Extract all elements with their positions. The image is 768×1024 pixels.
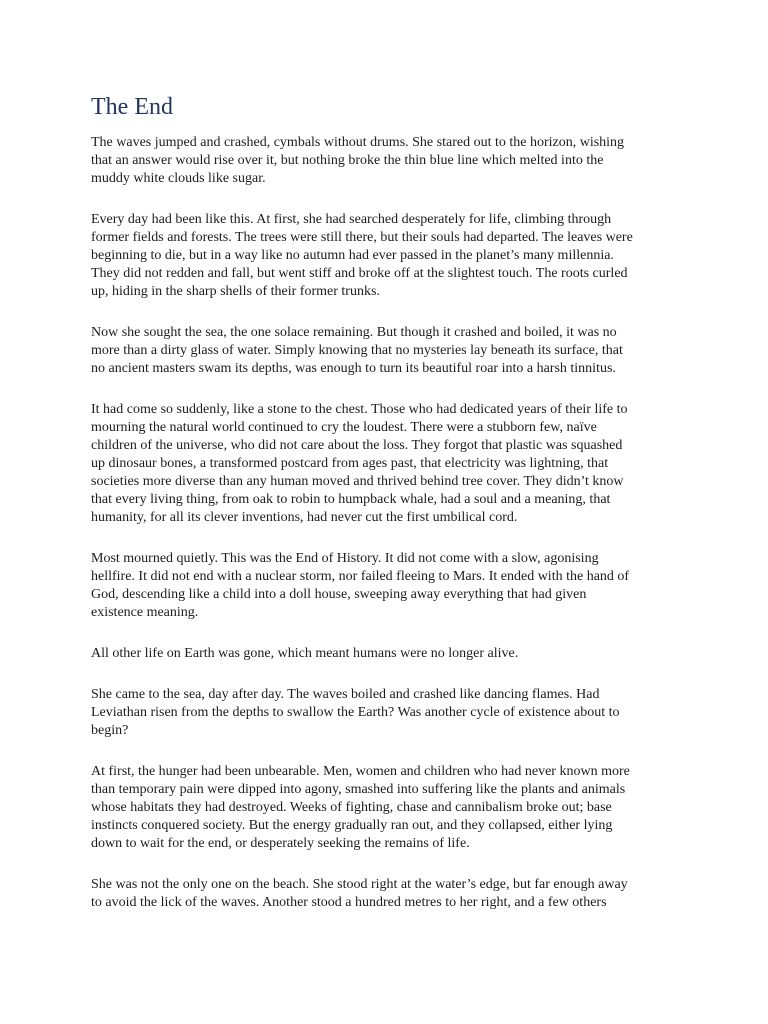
text-line: They did not redden and fall, but went stiff and broke off at the slightest touch. The roots curled <box>91 266 628 281</box>
text-line: hellfire. It did not end with a nuclear storm, nor failed fleeing to Mars. It ended with the hand of <box>91 569 630 584</box>
paragraph <box>91 324 691 378</box>
text-line: up, hiding in the sharp shells of their former trunks. <box>91 284 380 299</box>
text-line: that every living thing, from oak to robin to humpback whale, had a soul and a meaning, that <box>91 492 611 507</box>
text-line: Now she sought the sea, the one solace remaining. But though it crashed and boiled, it was no <box>91 325 617 340</box>
text-line: At first, the hunger had been unbearable. Men, women and children who had never known more <box>91 764 630 779</box>
text-line: The waves jumped and crashed, cymbals without drums. She stared out to the horizon, wishing <box>91 135 625 150</box>
text-line: up dinosaur bones, a transformed postcard from ages past, that electricity was lightning, that <box>91 456 609 471</box>
paragraph <box>91 763 691 853</box>
text-line: It had come so suddenly, like a stone to the chest. Those who had dedicated years of their life to <box>91 402 628 417</box>
document-body <box>91 134 691 912</box>
text-line: She came to the sea, day after day. The waves boiled and crashed like dancing flames. Had <box>91 687 600 702</box>
text-line: Every day had been like this. At first, she had searched desperately for life, climbing through <box>91 212 612 227</box>
text-line: muddy white clouds like sugar. <box>91 171 266 186</box>
paragraph <box>91 401 691 527</box>
text-line: former fields and forests. The trees were still there, but their souls had departed. The leaves were <box>91 230 633 245</box>
paragraph <box>91 645 691 663</box>
text-line: societies more diverse than any human moved and thrived behind tree cover. They didn’t know <box>91 474 624 489</box>
text-line: down to wait for the end, or desperately seeking the remains of life. <box>91 836 470 851</box>
paragraph <box>91 550 691 622</box>
text-line: All other life on Earth was gone, which meant humans were no longer alive. <box>91 646 519 661</box>
text-line: that an answer would rise over it, but nothing broke the thin blue line which melted into the <box>91 153 604 168</box>
document-page <box>91 92 691 935</box>
text-line: whose habitats they had destroyed. Weeks of fighting, chase and cannibalism broke out; base <box>91 800 612 815</box>
paragraph <box>91 211 691 301</box>
text-line: to avoid the lick of the waves. Another stood a hundred metres to her right, and a few others <box>91 895 607 910</box>
text-line: beginning to die, but in a way like no autumn had ever passed in the planet’s many millennia. <box>91 248 614 263</box>
text-line: Most mourned quietly. This was the End of History. It did not come with a slow, agonising <box>91 551 599 566</box>
document-title: The End <box>91 94 173 120</box>
text-line: begin? <box>91 723 129 738</box>
paragraph <box>91 134 691 188</box>
text-line: humanity, for all its clever inventions, had never cut the first umbilical cord. <box>91 510 518 525</box>
text-line: mourning the natural world continued to cry the loudest. There were a stubborn few, naïve <box>91 420 597 435</box>
text-line: than temporary pain were dipped into agony, smashed into suffering like the plants and animals <box>91 782 626 797</box>
text-line: children of the universe, who did not care about the loss. They forgot that plastic was squashed <box>91 438 623 453</box>
text-line: Leviathan risen from the depths to swallow the Earth? Was another cycle of existence about to <box>91 705 620 720</box>
text-line: existence meaning. <box>91 605 199 620</box>
text-line: more than a dirty glass of water. Simply knowing that no mysteries lay beneath its surface, that <box>91 343 623 358</box>
paragraph <box>91 876 691 912</box>
text-line: no ancient masters swam its depths, was enough to turn its beautiful roar into a harsh tinnitus. <box>91 361 616 376</box>
text-line: God, descending like a child into a doll house, sweeping away everything that had given <box>91 587 587 602</box>
paragraph <box>91 686 691 740</box>
text-line: She was not the only one on the beach. She stood right at the water’s edge, but far enough away <box>91 877 628 892</box>
text-line: instincts conquered society. But the energy gradually ran out, and they collapsed, either lying <box>91 818 613 833</box>
